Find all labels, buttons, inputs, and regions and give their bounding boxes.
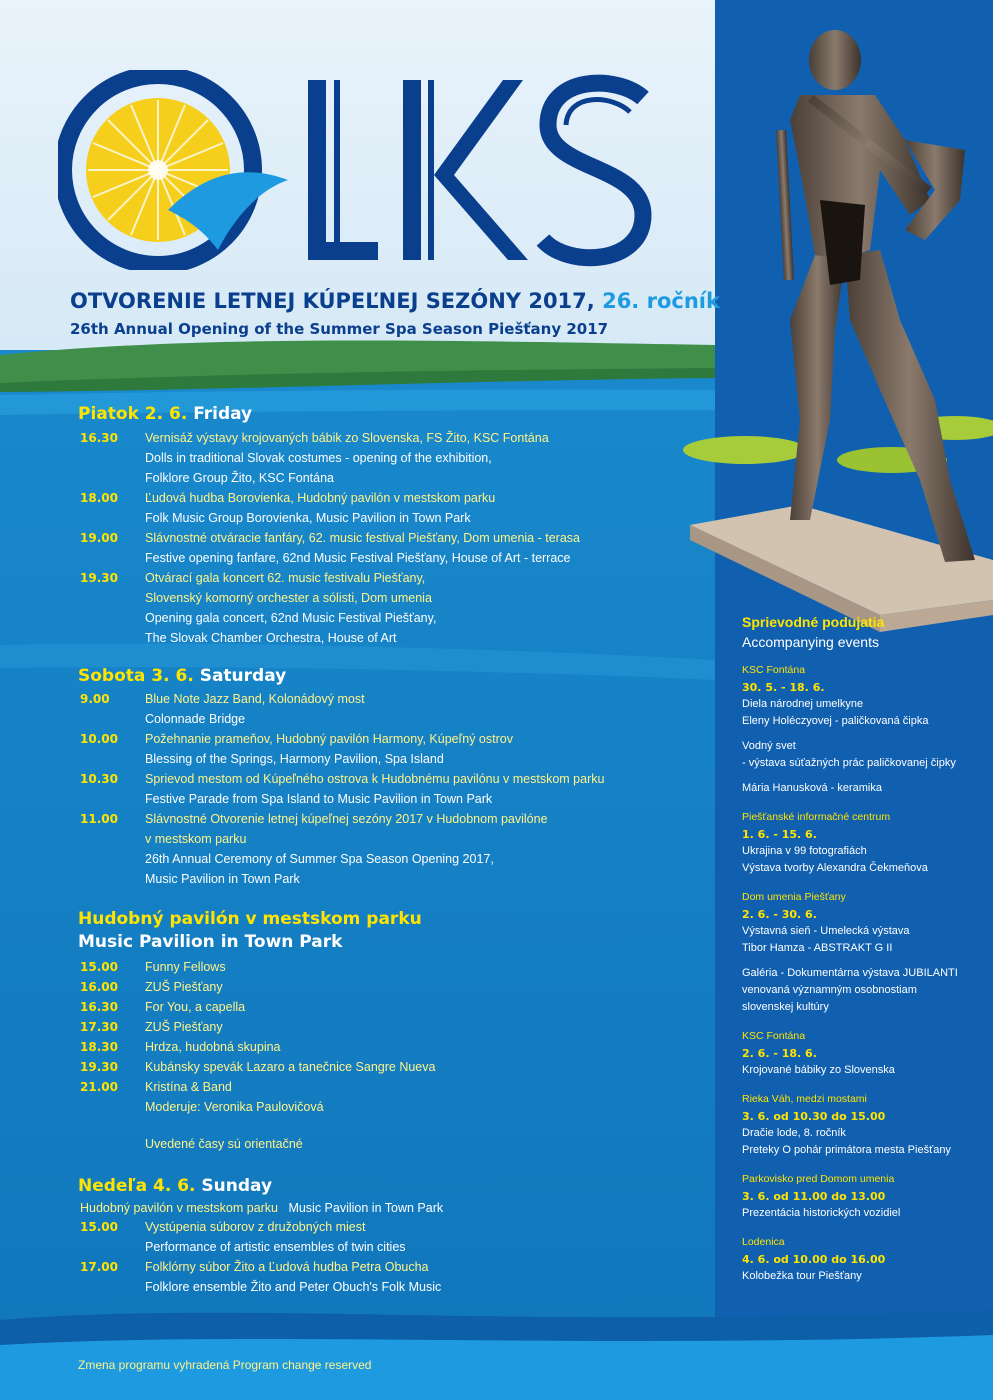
- event-time: 9.00: [80, 692, 110, 706]
- event-description: - výstava súťažných prác paličkovanej čipky: [742, 757, 956, 769]
- sunday-schedule: [80, 1217, 700, 1297]
- event-time: 15.00: [80, 960, 118, 974]
- event-place: Parkovisko pred Domom umenia: [742, 1173, 895, 1185]
- event-description: Diela národnej umelkyne: [742, 698, 864, 710]
- event-title-sk: Požehnanie prameňov, Hudobný pavilón Harmony, Kúpeľný ostrov: [145, 732, 513, 746]
- schedule-row: [80, 1277, 700, 1297]
- accompanying-item: [742, 662, 982, 797]
- schedule-row: [80, 689, 700, 709]
- event-title-en: Performance of artistic ensembles of twin cities: [145, 1240, 406, 1254]
- event-title-sk: Otvárací gala koncert 62. music festivalu Piešťany,: [145, 571, 426, 585]
- event-place: Lodenica: [742, 1236, 785, 1248]
- event-description: Ukrajina v 99 fotografiách: [742, 845, 867, 857]
- event-title-en: Music Pavilion in Town Park: [145, 872, 300, 886]
- event-title-sk: Blue Note Jazz Band, Kolonádový most: [145, 692, 365, 706]
- accompanying-list: [742, 662, 982, 1285]
- event-time: 18.30: [80, 1040, 118, 1054]
- accompanying-item: [742, 1171, 982, 1222]
- schedule-row: [80, 608, 700, 628]
- sunday-venue-sk: Hudobný pavilón v mestskom parku: [80, 1201, 279, 1215]
- accompanying-item: [742, 1028, 982, 1079]
- event-title-sk: Sprievod mestom od Kúpeľného ostrova k Hudobnému pavilónu v mestskom parku: [145, 772, 605, 786]
- event-description: Výstava tvorby Alexandra Čekmeňova: [742, 862, 928, 874]
- event-title-en: Festive Parade from Spa Island to Music Pavilion in Town Park: [145, 792, 493, 806]
- event-description: [742, 772, 982, 780]
- schedule-row: [80, 829, 700, 849]
- event-place: KSC Fontána: [742, 1030, 806, 1042]
- event-title-sk: Ľudová hudba Borovienka, Hudobný pavilón v mestskom parku: [145, 491, 496, 505]
- schedule-row: [80, 1057, 700, 1077]
- event-title-en: Blessing of the Springs, Harmony Pavilion, Spa Island: [145, 752, 444, 766]
- schedule-row: [80, 749, 700, 769]
- event-description: Mária Hanusková - keramika: [742, 782, 882, 794]
- event-title-sk: Slovenský komorný orchester a sólisti, Dom umenia: [145, 591, 432, 605]
- event-title-sk: Kristína & Band: [145, 1080, 232, 1094]
- event-time: 17.30: [80, 1020, 118, 1034]
- schedule-row: [80, 1217, 700, 1237]
- schedule-row: [80, 508, 700, 528]
- schedule-row: [80, 548, 700, 568]
- event-date: 3. 6. od 10.30 do 15.00: [742, 1110, 886, 1123]
- schedule-row: [80, 709, 700, 729]
- schedule-row: [80, 1257, 700, 1277]
- subtitle-slovak: [70, 289, 720, 313]
- schedule-row: [80, 1077, 700, 1097]
- event-description: Dračie lode, 8. ročník: [742, 1127, 846, 1139]
- sunday-heading: [78, 1176, 272, 1196]
- event-time: 19.30: [80, 571, 118, 585]
- schedule-row: [80, 628, 700, 648]
- event-title-sk: Vernisáž výstavy krojovaných bábik zo Slovenska, FS Žito, KSC Fontána: [145, 431, 549, 445]
- event-title-sk: v mestskom parku: [145, 832, 247, 846]
- event-description: [742, 957, 982, 965]
- event-title-sk: Folklórny súbor Žito a Ľudová hudba Petra Obucha: [145, 1260, 429, 1274]
- schedule-row: [80, 869, 700, 889]
- times-note: Uvedené časy sú orientačné: [145, 1137, 303, 1151]
- event-description: Prezentácia historických vozidiel: [742, 1207, 901, 1219]
- event-time: 19.30: [80, 1060, 118, 1074]
- event-title-en: 26th Annual Ceremony of Summer Spa Season Opening 2017,: [145, 852, 494, 866]
- accompanying-title-sk: Sprievodné podujatia: [742, 614, 885, 630]
- schedule-row: [80, 588, 700, 608]
- event-date: 2. 6. - 30. 6.: [742, 908, 817, 921]
- sunday-venue-en: Music Pavilion in Town Park: [288, 1201, 444, 1215]
- schedule-row: [80, 448, 700, 468]
- event-description: venovaná významným osobnostiam: [742, 984, 917, 996]
- schedule-row: [80, 977, 700, 997]
- event-title-en: Folklore ensemble Žito and Peter Obuch's Folk Music: [145, 1280, 442, 1294]
- event-time: 17.00: [80, 1260, 118, 1274]
- event-time: 10.30: [80, 772, 118, 786]
- logo-letter-k: [403, 80, 528, 260]
- event-title-en: Festive opening fanfare, 62nd Music Festival Piešťany, House of Art - terrace: [145, 551, 571, 565]
- event-title-en: Folk Music Group Borovienka, Music Pavilion in Town Park: [145, 511, 471, 525]
- event-time: 16.30: [80, 1000, 118, 1014]
- event-time: 15.00: [80, 1220, 118, 1234]
- event-place: KSC Fontána: [742, 664, 806, 676]
- saturday-label: Saturday: [199, 666, 287, 686]
- event-description: Výstavná sieň - Umelecká výstava: [742, 925, 910, 937]
- event-time: 10.00: [80, 732, 118, 746]
- event-description: slovenskej kultúry: [742, 1001, 829, 1013]
- event-description: Krojované bábiky zo Slovenska: [742, 1064, 895, 1076]
- event-description: Eleny Holéczyovej - paličkovaná čipka: [742, 715, 929, 727]
- event-time: 21.00: [80, 1080, 118, 1094]
- schedule-row: [80, 1237, 700, 1257]
- event-title-sk: ZUŠ Piešťany: [145, 1020, 223, 1034]
- schedule-row: [80, 528, 700, 548]
- sunday-venue: [80, 1198, 443, 1218]
- event-title-sk: ZUŠ Piešťany: [145, 980, 223, 994]
- pavilion-heading-en: Music Pavilion in Town Park: [78, 932, 343, 952]
- event-title-sk: For You, a capella: [145, 1000, 246, 1014]
- event-time: 19.00: [80, 531, 118, 545]
- event-place: Piešťanské informačné centrum: [742, 811, 891, 823]
- accompanying-events: [742, 612, 982, 1297]
- subtitle-sk-text: OTVORENIE LETNEJ KÚPEĽNEJ SEZÓNY 2017,: [70, 289, 595, 313]
- event-title-sk: Vystúpenia súborov z družobných miest: [145, 1220, 366, 1234]
- subtitle-english: 26th Annual Opening of the Summer Spa Season Piešťany 2017: [70, 320, 609, 338]
- accompanying-item: [742, 809, 982, 877]
- accompanying-title-en: Accompanying events: [742, 634, 879, 650]
- event-time: 11.00: [80, 812, 118, 826]
- olks-logo: [58, 70, 658, 270]
- schedule-row: [80, 468, 700, 488]
- event-title-en: Colonnade Bridge: [145, 712, 246, 726]
- event-title-sk: Slávnostné otváracie fanfáry, 62. music festival Piešťany, Dom umenia - terasa: [145, 531, 580, 545]
- event-time: 16.00: [80, 980, 118, 994]
- event-time: 18.00: [80, 491, 118, 505]
- schedule-row: [80, 957, 700, 977]
- schedule-row: [80, 1097, 700, 1117]
- event-title-sk: Moderuje: Veronika Paulovičová: [145, 1100, 324, 1114]
- schedule-row: [80, 849, 700, 869]
- footer-note: Zmena programu vyhradená Program change reserved: [78, 1358, 372, 1372]
- event-description: Tibor Hamza - ABSTRAKT G II: [742, 942, 893, 954]
- event-title-sk: Funny Fellows: [145, 960, 226, 974]
- event-title-en: The Slovak Chamber Orchestra, House of Art: [145, 631, 397, 645]
- event-date: 1. 6. - 15. 6.: [742, 828, 817, 841]
- event-title-en: Dolls in traditional Slovak costumes - opening of the exhibition,: [145, 451, 492, 465]
- event-time: 16.30: [80, 431, 118, 445]
- schedule-row: [80, 428, 700, 448]
- saturday-heading: [78, 666, 286, 686]
- event-date: 30. 5. - 18. 6.: [742, 681, 825, 694]
- event-description: Galéria - Dokumentárna výstava JUBILANTI: [742, 967, 958, 979]
- event-description: Kolobežka tour Piešťany: [742, 1270, 862, 1282]
- schedule-row: [80, 769, 700, 789]
- saturday-schedule: [80, 689, 700, 889]
- schedule-row: [80, 1037, 700, 1057]
- schedule-row: [80, 729, 700, 749]
- sunday-label: Sunday: [201, 1176, 273, 1196]
- pavilion-schedule: [80, 957, 700, 1117]
- sun-icon: [63, 75, 288, 265]
- pavilion-heading-sk: Hudobný pavilón v mestskom parku: [78, 909, 422, 929]
- schedule-row: [80, 997, 700, 1017]
- schedule-row: [80, 568, 700, 588]
- event-description: Vodný svet: [742, 740, 796, 752]
- event-title-en: Opening gala concert, 62nd Music Festival Piešťany,: [145, 611, 437, 625]
- event-title-sk: Hrdza, hudobná skupina: [145, 1040, 281, 1054]
- accompanying-item: [742, 1234, 982, 1285]
- logo-letter-s: [543, 83, 643, 258]
- sunday-date: Nedeľa 4. 6.: [78, 1176, 196, 1196]
- schedule-row: [80, 809, 700, 829]
- event-date: 3. 6. od 11.00 do 13.00: [742, 1190, 886, 1203]
- schedule-row: [80, 789, 700, 809]
- friday-heading: [78, 404, 252, 424]
- friday-label: Friday: [193, 404, 253, 424]
- event-date: 4. 6. od 10.00 do 16.00: [742, 1253, 886, 1266]
- event-description: Preteky O pohár primátora mesta Piešťany: [742, 1144, 951, 1156]
- event-place: Dom umenia Piešťany: [742, 891, 846, 903]
- event-title-en: Folklore Group Žito, KSC Fontána: [145, 471, 334, 485]
- event-description: [742, 730, 982, 738]
- event-date: 2. 6. - 18. 6.: [742, 1047, 817, 1060]
- friday-schedule: [80, 428, 700, 648]
- friday-date: Piatok 2. 6.: [78, 404, 188, 424]
- accompanying-item: [742, 889, 982, 1016]
- accompanying-item: [742, 1091, 982, 1159]
- edition-label: 26. ročník: [602, 289, 720, 313]
- logo-letter-l: [308, 80, 378, 260]
- event-title-sk: Slávnostné Otvorenie letnej kúpeľnej sezóny 2017 v Hudobnom pavilóne: [145, 812, 548, 826]
- saturday-date: Sobota 3. 6.: [78, 666, 194, 686]
- event-title-sk: Kubánsky spevák Lazaro a tanečnice Sangre Nueva: [145, 1060, 436, 1074]
- schedule-row: [80, 488, 700, 508]
- event-place: Rieka Váh, medzi mostami: [742, 1093, 867, 1105]
- schedule-row: [80, 1017, 700, 1037]
